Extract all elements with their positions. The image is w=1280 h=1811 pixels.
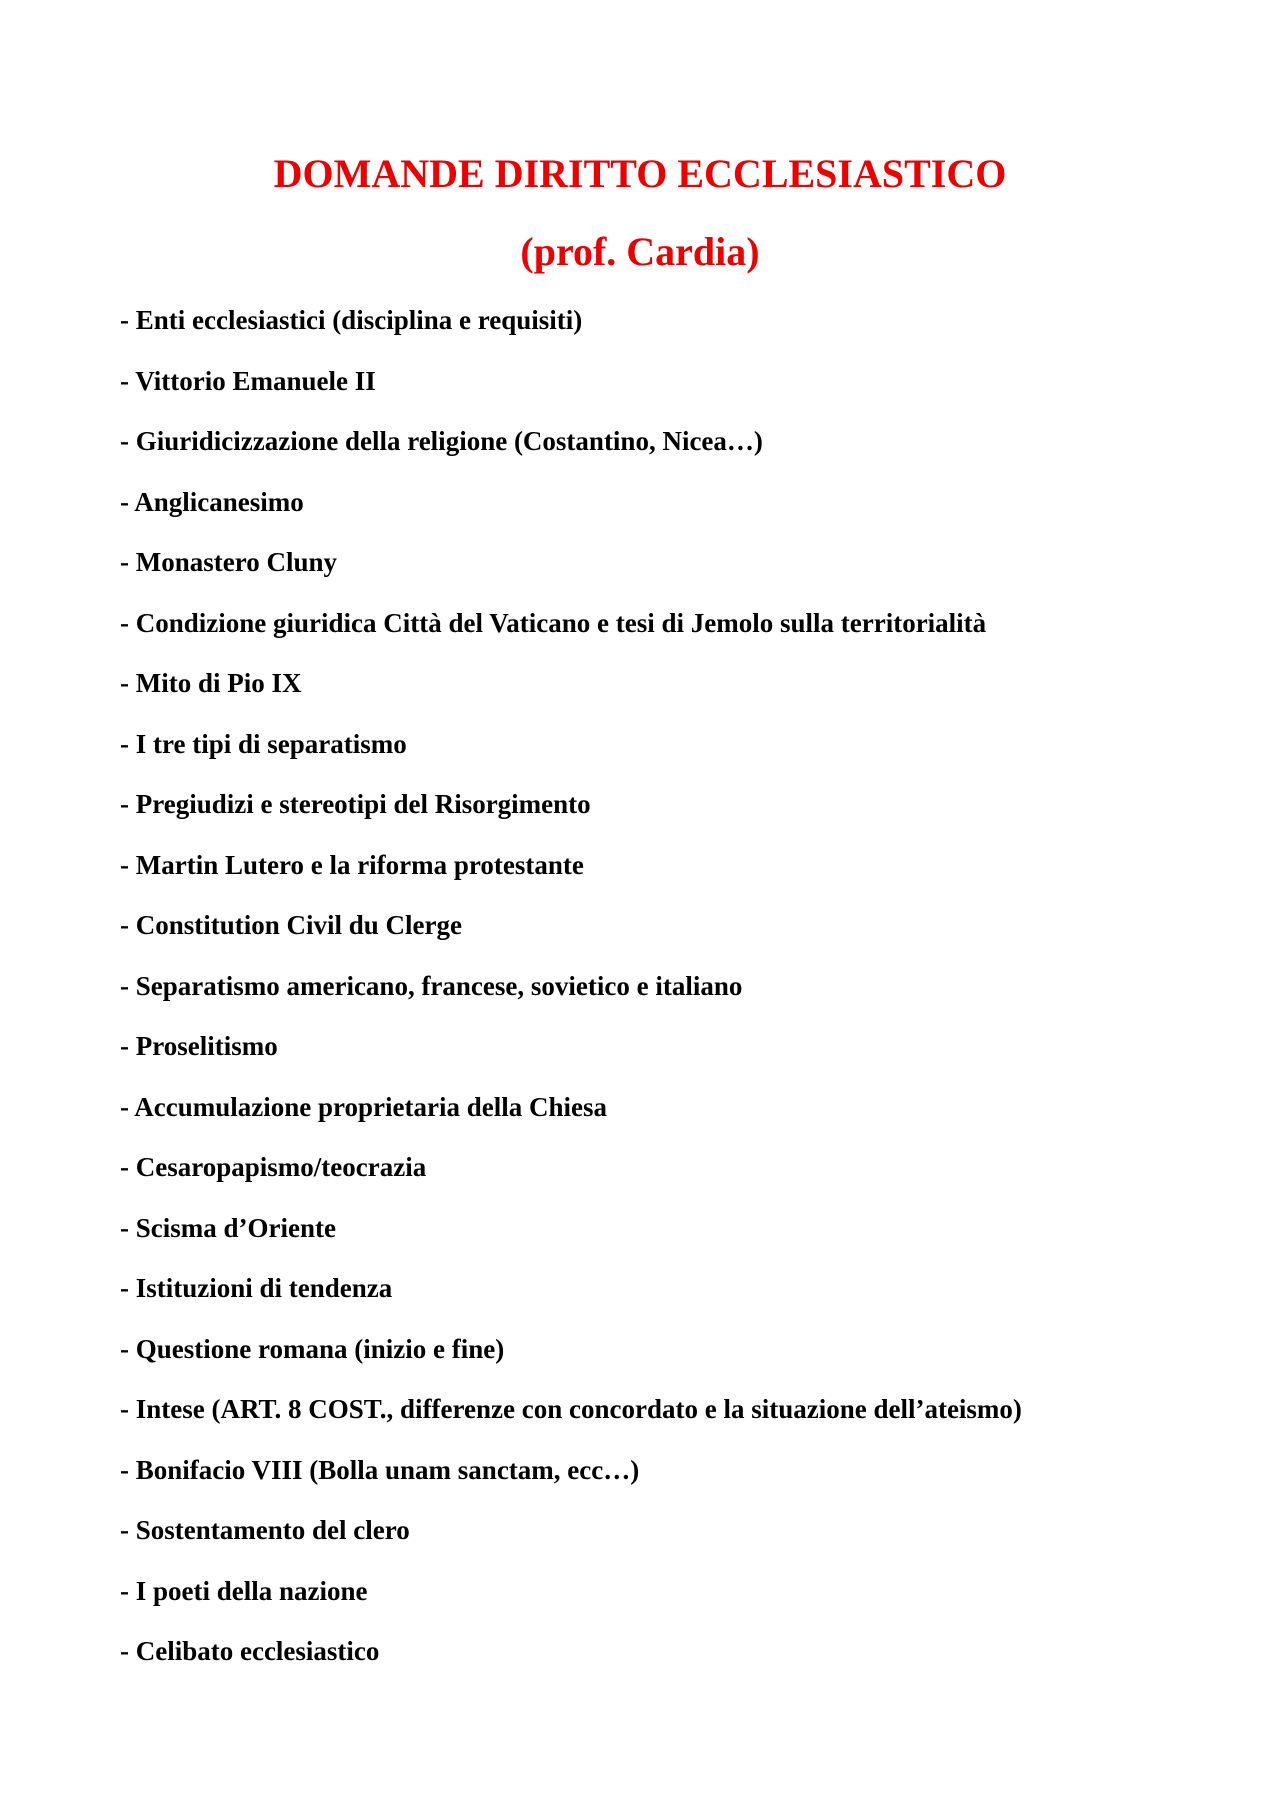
question-item: - Accumulazione proprietaria della Chiesa xyxy=(120,1091,607,1122)
question-item: - I poeti della nazione xyxy=(120,1575,368,1606)
question-item: - Sostentamento del clero xyxy=(120,1515,410,1545)
question-item: - Cesaropapismo/teocrazia xyxy=(120,1152,427,1182)
document-subtitle: (prof. Cardia) xyxy=(520,229,760,274)
question-item: - I tre tipi di separatismo xyxy=(120,728,407,759)
question-item: - Monastero Cluny xyxy=(120,547,338,577)
question-item: - Intese (ART. 8 COST., differenze con concordato e la situazione dell’ateismo) xyxy=(120,1394,1022,1424)
question-item: - Pregiudizi e stereotipi del Risorgimento xyxy=(120,789,591,819)
question-item: - Scisma d’Oriente xyxy=(120,1212,336,1243)
question-item: - Proselitismo xyxy=(120,1031,278,1061)
question-item: - Condizione giuridica Città del Vaticano e tesi di Jemolo sulla territorialità xyxy=(120,607,987,638)
question-item: - Celibato ecclesiastico xyxy=(120,1636,380,1666)
question-list xyxy=(120,302,1220,1694)
question-item: - Giuridicizzazione della religione (Costantino, Nicea…) xyxy=(120,426,763,456)
question-item: - Martin Lutero e la riforma protestante xyxy=(120,849,584,880)
question-item: - Constitution Civil du Clerge xyxy=(120,910,463,940)
question-item: - Questione romana (inizio e fine) xyxy=(120,1333,505,1364)
question-item: - Enti ecclesiastici (disciplina e requisiti) xyxy=(120,305,583,335)
question-item: - Istituzioni di tendenza xyxy=(120,1273,393,1303)
question-item: - Mito di Pio IX xyxy=(120,668,302,698)
document-title: DOMANDE DIRITTO ECCLESIASTICO xyxy=(273,151,1007,196)
question-item: - Vittorio Emanuele II xyxy=(120,365,376,396)
question-item: - Separatismo americano, francese, sovietico e italiano xyxy=(120,970,743,1001)
question-item: - Anglicanesimo xyxy=(120,486,304,517)
question-item: - Bonifacio VIII (Bolla unam sanctam, ecc…) xyxy=(120,1454,640,1485)
